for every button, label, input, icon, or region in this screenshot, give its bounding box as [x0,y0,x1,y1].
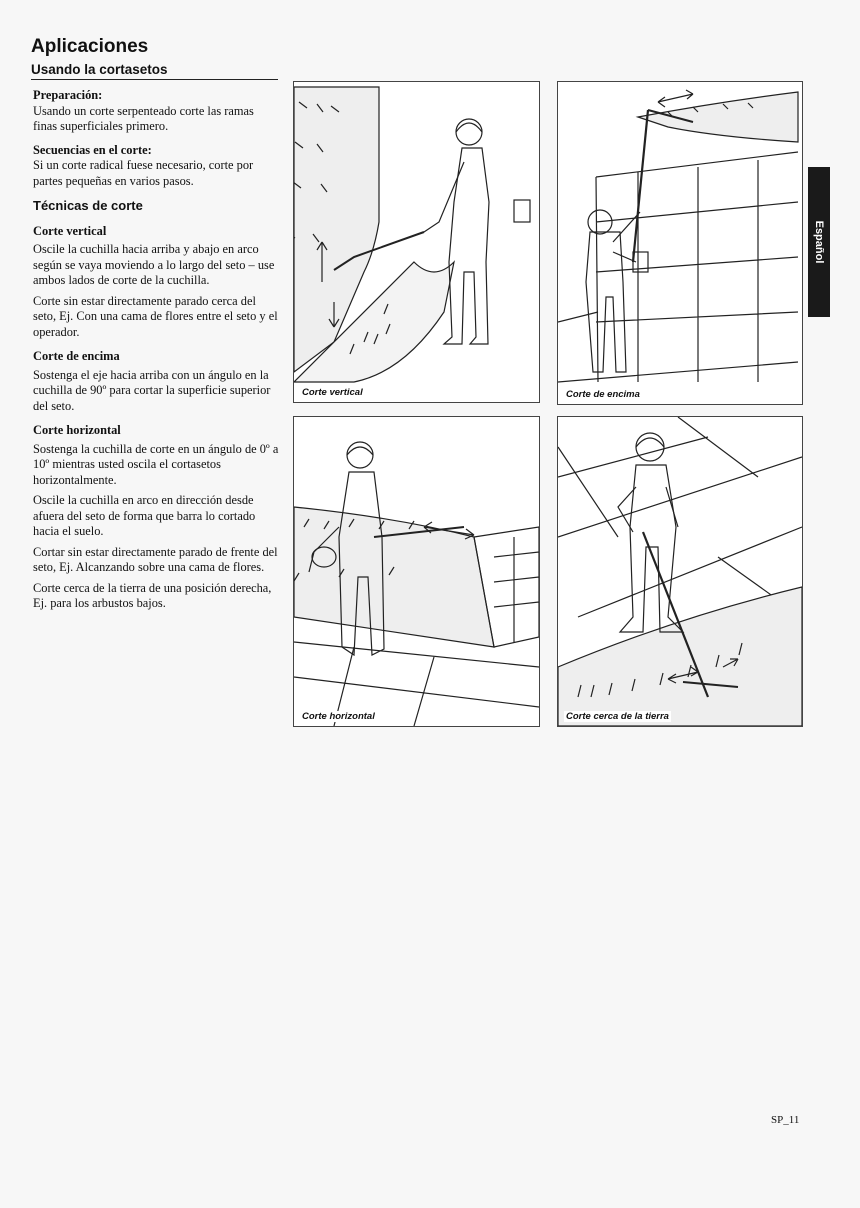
ground-cut-illustration [558,417,802,726]
preparation-heading: Preparación: [33,88,103,102]
title-divider [31,79,278,80]
figure-caption: Corte cerca de la tierra [566,711,669,722]
vertical-heading: Corte vertical [33,223,107,238]
horizontal-paragraph-1: Sostenga la cuchilla de corte en un ángulo de 0º a 10º mientras usted oscila el cortasetos horizontalmente. [33,441,279,487]
top-paragraph-1: Sostenga el eje hacia arriba con un ángulo en la cuchilla de 90º para cortar la superficie superior del seto. [33,367,271,413]
horizontal-heading: Corte horizontal [33,423,121,437]
sequence-paragraph [33,143,279,190]
figure-vertical-cut [293,81,540,403]
sequence-heading: Secuencias en el corte: [33,142,152,157]
figure-ground-cut [557,416,803,727]
vertical-paragraph-2: Corte sin estar directamente parado cerca del seto, Ej. Con una cama de flores entre el seto y el operador. [33,293,278,339]
vertical-paragraph-1: Oscile la cuchilla hacia arriba y abajo en arco según se vaya moviendo a lo largo del seto – use ambos lados de corte de la cuchilla. [33,242,275,287]
vertical-cut-illustration [294,82,539,402]
horizontal-paragraph-3: Cortar sin estar directamente parado de frente del seto, Ej. Alcanzando sobre una cama de flores. [33,544,278,574]
figure-caption: Corte de encima [566,389,640,400]
techniques-heading: Técnicas de corte [33,198,143,213]
language-tab-label: Español [813,220,825,264]
figure-caption: Corte vertical [302,387,363,398]
instructions-column [33,88,279,617]
top-cut-illustration [558,82,802,404]
preparation-paragraph [33,88,279,135]
section-subtitle: Usando la cortasetos [31,62,168,77]
figure-caption: Corte horizontal [302,711,375,722]
page-title: Aplicaciones [31,36,149,57]
page-number: SP_11 [771,1114,800,1126]
sequence-body: Si un corte radical fuese necesario, corte por partes pequeñas en varios pasos. [33,158,254,188]
horizontal-paragraph-4: Corte cerca de la tierra de una posición derecha, Ej. para los arbustos bajos. [33,580,272,610]
language-tab [808,167,830,317]
top-heading: Corte de encima [33,349,120,363]
figure-top-cut [557,81,803,405]
horizontal-cut-illustration [294,417,539,726]
horizontal-paragraph-2: Oscile la cuchilla en arco en dirección desde afuera del seto de forma que barra lo cortado hacia el suelo. [33,493,256,538]
preparation-body: Usando un corte serpenteado corte las ramas finas superficiales primero. [33,103,254,133]
figure-horizontal-cut [293,416,540,727]
